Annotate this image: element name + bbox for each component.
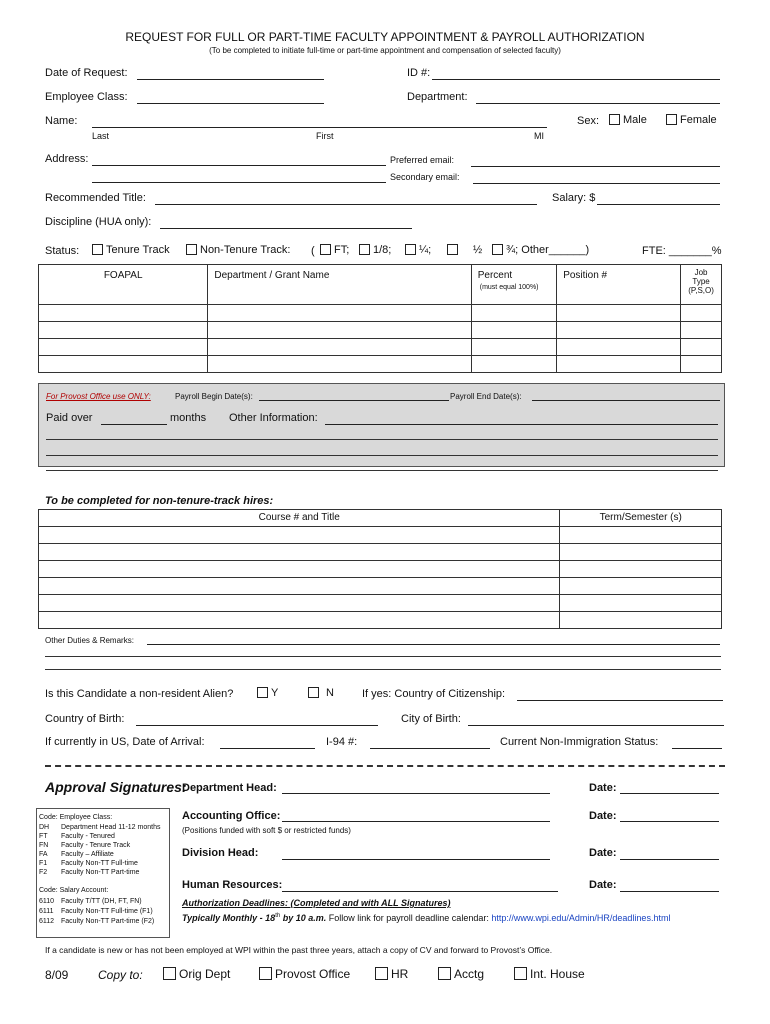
accounting-note: (Positions funded with soft $ or restricted funds) (182, 826, 351, 835)
course-row[interactable] (39, 527, 722, 544)
half-option[interactable]: ½ (447, 244, 482, 256)
address-field-line1[interactable] (92, 154, 386, 166)
non-tenure-option[interactable]: Non-Tenure Track: (186, 244, 290, 256)
course-row[interactable] (39, 595, 722, 612)
form-version: 8/09 (45, 968, 69, 982)
nonresident-question: Is this Candidate a non-resident Alien? (45, 688, 234, 700)
payroll-begin-field[interactable] (259, 392, 449, 401)
payroll-end-field[interactable] (532, 392, 720, 401)
acctg-checkbox[interactable] (438, 967, 451, 980)
dept-head-signature[interactable] (282, 782, 550, 794)
alien-yes-checkbox[interactable] (257, 687, 268, 698)
id-field[interactable] (432, 68, 720, 80)
months-label: months (170, 412, 207, 424)
term-header: Term/Semester (s) (560, 510, 722, 527)
course-title-header: Course # and Title (39, 510, 560, 527)
name-first-caption: First (316, 131, 334, 141)
job-type-header: Job Type (P,S,O) (681, 265, 722, 305)
sex-male-option[interactable]: Male (609, 114, 647, 126)
foapal-header: FOAPAL (39, 265, 208, 305)
course-row[interactable] (39, 561, 722, 578)
other-info-field[interactable] (325, 413, 718, 425)
three-quarter-checkbox[interactable] (492, 244, 503, 255)
dept-head-date-label: Date: (589, 782, 617, 794)
sex-label: Sex: (577, 115, 600, 127)
page-subtitle: (To be completed to initiate full-time or part-time appointment and compensation of selected faculty) (209, 46, 561, 55)
section-divider (45, 765, 725, 767)
other-info-line[interactable] (46, 455, 718, 456)
secondary-email-field[interactable] (473, 172, 720, 184)
payroll-begin-label: Payroll Begin Date(s): (175, 392, 253, 401)
female-checkbox[interactable] (666, 114, 677, 125)
tenure-track-checkbox[interactable] (92, 244, 103, 255)
one-eighth-option[interactable]: 1/8; (359, 244, 391, 256)
id-label: ID #: (407, 67, 431, 79)
country-birth-field[interactable] (136, 714, 378, 726)
foapal-row[interactable] (39, 356, 722, 373)
name-mi-caption: MI (534, 131, 544, 141)
non-tenure-checkbox[interactable] (186, 244, 197, 255)
hr-date-field[interactable] (620, 880, 719, 892)
accounting-label: Accounting Office: (182, 810, 281, 822)
class-code-heading: Code: Employee Class: (39, 814, 113, 821)
three-quarter-option[interactable]: ¾; Other______) (492, 244, 589, 256)
date-of-request-label: Date of Request: (45, 67, 128, 79)
provost-checkbox[interactable] (259, 967, 272, 980)
cv-note: If a candidate is new or has not been employed at WPI within the past three years, attach a copy of CV and forward to Provost’s Office. (45, 945, 553, 955)
citizenship-label: If yes: Country of Citizenship: (362, 688, 506, 700)
fte-field[interactable]: FTE: _______% (642, 245, 722, 257)
copy-acctg[interactable]: Acctg (438, 967, 484, 981)
division-head-signature[interactable] (282, 848, 550, 860)
country-birth-label: Country of Birth: (45, 713, 125, 725)
other-info-line[interactable] (46, 470, 718, 471)
name-label: Name: (45, 115, 78, 127)
recommended-title-field[interactable] (155, 193, 537, 205)
one-eighth-checkbox[interactable] (359, 244, 370, 255)
hr-label: Human Resources: (182, 879, 283, 891)
immigration-field[interactable] (672, 737, 722, 749)
address-field-line2[interactable] (92, 171, 386, 183)
department-label: Department: (407, 91, 468, 103)
arrival-field[interactable] (220, 737, 315, 749)
citizenship-field[interactable] (517, 689, 723, 701)
other-info-line[interactable] (46, 439, 718, 440)
name-last-caption: Last (92, 131, 110, 141)
salary-field[interactable] (597, 193, 720, 205)
male-checkbox[interactable] (609, 114, 620, 125)
ft-option[interactable]: FT; (320, 244, 349, 256)
tenure-track-option[interactable]: Tenure Track (92, 244, 170, 256)
copy-hr[interactable]: HR (375, 967, 408, 981)
nontenure-heading: To be completed for non-tenure-track hires: (45, 495, 274, 507)
foapal-header-row (39, 265, 722, 305)
approval-title: Approval Signatures: (45, 779, 187, 795)
other-info-label: Other Information: (229, 412, 318, 424)
recommended-title-label: Recommended Title: (45, 192, 146, 204)
course-table (38, 509, 722, 629)
deadline-text: Typically Monthly - 18th by 10 a.m. Follow link for payroll deadline calendar: http://www.wpi.edu/Admin/HR/deadlines.html (182, 913, 671, 923)
page-title: REQUEST FOR FULL OR PART-TIME FACULTY APPOINTMENT & PAYROLL AUTHORIZATION (125, 30, 645, 44)
deadline-calendar-link[interactable]: http://www.wpi.edu/Admin/HR/deadlines.html (491, 913, 671, 923)
department-field[interactable] (476, 92, 720, 104)
ft-checkbox[interactable] (320, 244, 331, 255)
arrival-label: If currently in US, Date of Arrival: (45, 736, 205, 748)
copy-to-label: Copy to: (98, 968, 143, 982)
division-head-label: Division Head: (182, 847, 259, 859)
dept-head-date-field[interactable] (620, 782, 719, 794)
class-code-row: FN Faculty - Tenure Track (39, 842, 131, 849)
remarks-line[interactable] (45, 669, 721, 670)
i94-label: I-94 #: (326, 736, 358, 748)
remarks-field[interactable] (147, 636, 720, 645)
paid-over-field[interactable] (101, 413, 167, 425)
date-of-request-field[interactable] (137, 68, 324, 80)
name-field[interactable] (92, 116, 547, 128)
half-checkbox[interactable] (447, 244, 458, 255)
address-label: Address: (45, 153, 89, 165)
hr-checkbox[interactable] (375, 967, 388, 980)
hr-date-label: Date: (589, 879, 617, 891)
discipline-label: Discipline (HUA only): (45, 216, 152, 228)
foapal-row[interactable] (39, 339, 722, 356)
salary-code-row: 6111 Faculty Non-TT Full-time (F1) (39, 908, 153, 915)
status-label: Status: (45, 245, 80, 257)
copy-int-house[interactable]: Int. House (514, 967, 585, 981)
class-code-row: F1 Faculty Non-TT Full-time (39, 860, 138, 867)
course-row[interactable] (39, 578, 722, 595)
remarks-line[interactable] (45, 656, 721, 657)
course-header-row (39, 510, 722, 527)
city-birth-field[interactable] (468, 714, 724, 726)
paid-over-label: Paid over (46, 412, 93, 424)
hr-signature[interactable] (282, 880, 558, 892)
copy-orig-dept[interactable]: Orig Dept (163, 967, 230, 981)
provost-label: For Provost Office use ONLY: (46, 392, 151, 401)
status-open-paren: ( (311, 245, 315, 257)
city-birth-label: City of Birth: (401, 713, 461, 725)
secondary-email-label: Secondary email: (390, 172, 460, 182)
alien-no-option[interactable]: N (308, 687, 334, 699)
foapal-row[interactable] (39, 305, 722, 322)
class-code-row: F2 Faculty Non-TT Part-time (39, 869, 140, 876)
salary-code-row: 6112 Faculty Non-TT Part-time (F2) (39, 918, 155, 925)
quarter-checkbox[interactable] (405, 244, 416, 255)
discipline-field[interactable] (160, 217, 412, 229)
deadlines-title: Authorization Deadlines: (Completed and with ALL Signatures) (182, 898, 451, 908)
accounting-date-label: Date: (589, 810, 617, 822)
orig-dept-checkbox[interactable] (163, 967, 176, 980)
alien-no-checkbox[interactable] (308, 687, 319, 698)
class-code-row: FA Faculty – Affiliate (39, 851, 114, 858)
remarks-label: Other Duties & Remarks: (45, 636, 134, 645)
immigration-label: Current Non-Immigration Status: (500, 736, 659, 748)
employee-class-label: Employee Class: (45, 91, 128, 103)
i94-field[interactable] (370, 737, 490, 749)
course-row[interactable] (39, 544, 722, 561)
division-date-label: Date: (589, 847, 617, 859)
grant-name-header: Department / Grant Name (208, 265, 471, 305)
foapal-table (38, 264, 722, 373)
quarter-option[interactable]: ¼; (405, 244, 431, 256)
salary-code-row: 6110 Faculty T/TT (DH, FT, FN) (39, 898, 142, 905)
accounting-signature[interactable] (282, 810, 550, 822)
preferred-email-field[interactable] (471, 155, 720, 167)
class-code-row: DH Department Head 11-12 months (39, 824, 161, 831)
int-house-checkbox[interactable] (514, 967, 527, 980)
salary-code-heading: Code: Salary Account: (39, 887, 109, 894)
dept-head-label: Department Head: (182, 782, 277, 794)
salary-label: Salary: $ (552, 192, 596, 204)
preferred-email-label: Preferred email: (390, 155, 455, 165)
payroll-end-label: Payroll End Date(s): (450, 392, 522, 401)
employee-class-field[interactable] (137, 92, 324, 104)
percent-header: Percent (must equal 100%) (471, 265, 556, 305)
copy-provost[interactable]: Provost Office (259, 967, 350, 981)
alien-yes-option[interactable]: Y (257, 687, 278, 699)
foapal-row[interactable] (39, 322, 722, 339)
position-header: Position # (557, 265, 681, 305)
division-date-field[interactable] (620, 848, 719, 860)
class-code-row: FT Faculty - Tenured (39, 833, 115, 840)
sex-female-option[interactable]: Female (666, 114, 717, 126)
course-row[interactable] (39, 612, 722, 629)
accounting-date-field[interactable] (620, 810, 719, 822)
